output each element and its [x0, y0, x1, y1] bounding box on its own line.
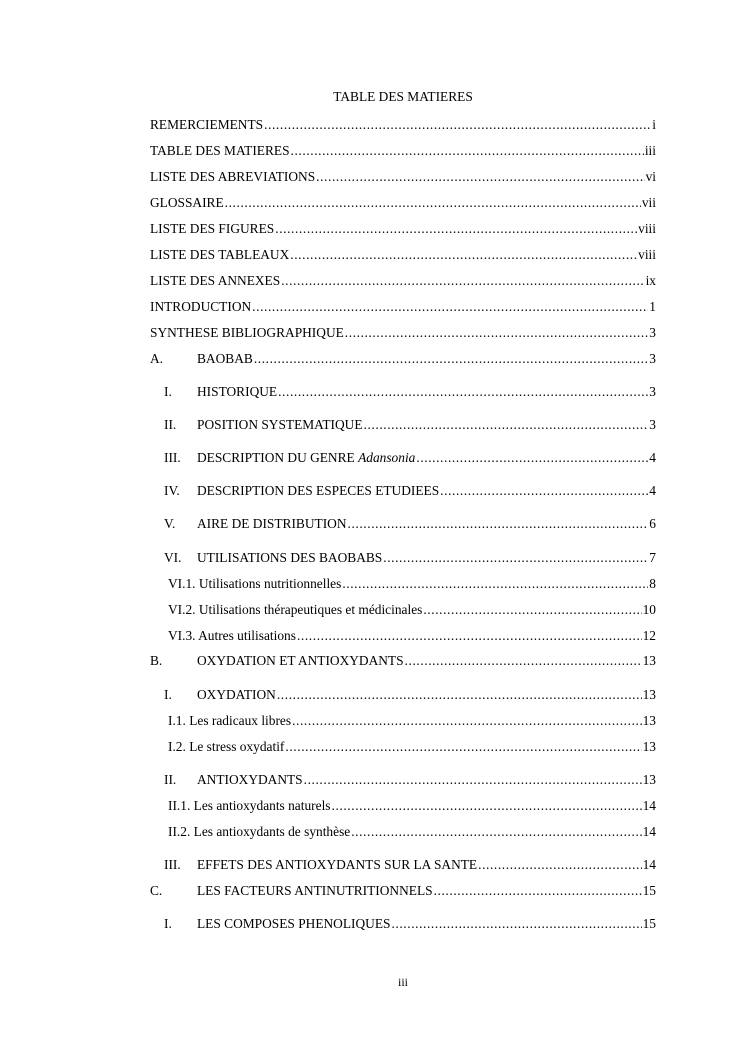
leader-dots	[297, 627, 642, 645]
toc-number: V.	[164, 516, 176, 531]
toc-label: UTILISATIONS DES BAOBABS	[197, 550, 383, 565]
toc-page: 15	[642, 883, 656, 898]
leader-dots	[478, 856, 641, 874]
toc-entry[interactable]	[150, 220, 656, 238]
toc-label: ANTIOXYDANTS	[197, 772, 303, 787]
leader-dots	[383, 549, 648, 567]
toc-entry[interactable]	[150, 116, 656, 134]
toc-label: REMERCIEMENTS	[150, 117, 264, 132]
toc-label: OXYDATION ET ANTIOXYDANTS	[197, 653, 404, 668]
toc-entry[interactable]	[150, 194, 656, 212]
toc-label: VI.3. Autres utilisations	[168, 628, 296, 643]
toc-page: ix	[645, 273, 656, 288]
toc-label: II.2. Les antioxydants de synthèse	[168, 824, 351, 839]
toc-number: II.	[164, 772, 177, 787]
toc-page: 7	[649, 550, 656, 565]
toc-number: III.	[164, 857, 181, 872]
toc-entry[interactable]	[164, 482, 656, 500]
toc-entry[interactable]	[164, 515, 656, 533]
toc-page: 3	[649, 417, 656, 432]
toc-page: 13	[642, 772, 656, 787]
toc-entry[interactable]	[164, 549, 656, 567]
toc-number: I.	[164, 916, 172, 931]
toc-entry[interactable]	[150, 142, 656, 160]
toc-page: 8	[649, 576, 656, 591]
toc-page: iii	[644, 143, 656, 158]
page-title: TABLE DES MATIERES	[333, 89, 473, 104]
toc-number: B.	[150, 653, 163, 668]
toc-number: C.	[150, 883, 163, 898]
toc-number: I.	[164, 384, 172, 399]
leader-dots	[225, 194, 641, 212]
leader-dots	[304, 771, 642, 789]
toc-label: LES COMPOSES PHENOLIQUES	[197, 916, 391, 931]
toc-label: INTRODUCTION	[150, 299, 252, 314]
leader-dots	[252, 298, 648, 316]
toc-entry[interactable]	[168, 601, 656, 619]
toc-label: HISTORIQUE	[197, 384, 278, 399]
toc-page: 12	[642, 628, 656, 643]
toc-page: i	[652, 117, 656, 132]
toc-label: TABLE DES MATIERES	[150, 143, 290, 158]
toc-entry[interactable]	[150, 246, 656, 264]
toc-entry[interactable]	[168, 575, 656, 593]
toc-page: 13	[642, 713, 656, 728]
toc-page: 3	[649, 351, 656, 366]
toc-entry[interactable]	[164, 416, 656, 434]
toc-number: A.	[150, 351, 164, 366]
leader-dots	[316, 168, 644, 186]
leader-dots	[440, 482, 648, 500]
toc-label: II.1. Les antioxydants naturels	[168, 798, 331, 813]
toc-page: 14	[642, 857, 656, 872]
leader-dots	[416, 449, 648, 467]
toc-page: 14	[642, 798, 656, 813]
leader-dots	[290, 246, 637, 264]
leader-dots	[281, 272, 644, 290]
leader-dots	[264, 116, 651, 134]
toc-label: VI.2. Utilisations thérapeutiques et médicinales	[168, 602, 423, 617]
leader-dots	[405, 652, 642, 670]
toc-page: 13	[642, 687, 656, 702]
leader-dots	[292, 712, 642, 730]
toc-entry[interactable]	[164, 449, 656, 467]
toc-page: 10	[642, 602, 656, 617]
toc-entry[interactable]	[150, 168, 656, 186]
toc-page: 14	[642, 824, 656, 839]
toc-entry[interactable]	[168, 712, 656, 730]
toc-number: VI.	[164, 550, 182, 565]
toc-label: DESCRIPTION DES ESPECES ETUDIEES	[197, 483, 440, 498]
toc-entry[interactable]	[164, 383, 656, 401]
toc-label: LISTE DES FIGURES	[150, 221, 275, 236]
toc-page: 13	[642, 739, 656, 754]
toc-page: 3	[649, 325, 656, 340]
leader-dots	[278, 383, 648, 401]
toc-label: LES FACTEURS ANTINUTRITIONNELS	[197, 883, 433, 898]
leader-dots	[332, 797, 642, 815]
toc-page: 4	[649, 483, 656, 498]
toc-label: DESCRIPTION DU GENRE Adansonia	[197, 450, 416, 465]
toc-entry[interactable]	[168, 627, 656, 645]
leader-dots	[345, 324, 649, 342]
toc-label: POSITION SYSTEMATIQUE	[197, 417, 363, 432]
leader-dots	[364, 416, 649, 434]
toc-entry[interactable]	[164, 771, 656, 789]
toc-page: 6	[649, 516, 656, 531]
toc-number: III.	[164, 450, 181, 465]
toc-label: SYNTHESE BIBLIOGRAPHIQUE	[150, 325, 344, 340]
leader-dots	[434, 882, 642, 900]
leader-dots	[285, 738, 641, 756]
leader-dots	[277, 686, 642, 704]
toc-entry[interactable]	[164, 856, 656, 874]
toc-entry[interactable]	[150, 324, 656, 342]
toc-label: LISTE DES TABLEAUX	[150, 247, 290, 262]
toc-entry[interactable]	[168, 738, 656, 756]
toc-page: 15	[642, 916, 656, 931]
toc-entry[interactable]	[150, 350, 656, 368]
toc-page: 3	[649, 384, 656, 399]
toc-page: 1	[649, 299, 656, 314]
toc-number: II.	[164, 417, 177, 432]
toc-entry[interactable]	[164, 686, 656, 704]
toc-label: I.1. Les radicaux libres	[168, 713, 292, 728]
leader-dots	[423, 601, 641, 619]
toc-label: I.2. Le stress oxydatif	[168, 739, 285, 754]
toc-label: AIRE DE DISTRIBUTION	[197, 516, 347, 531]
toc-label: VI.1. Utilisations nutritionnelles	[168, 576, 342, 591]
toc-page: 13	[642, 653, 656, 668]
toc-entry[interactable]	[150, 882, 656, 900]
toc-page: vii	[641, 195, 656, 210]
toc-number: IV.	[164, 483, 180, 498]
leader-dots	[342, 575, 648, 593]
leader-dots	[254, 350, 648, 368]
toc-entry[interactable]	[168, 797, 656, 815]
toc-page: vi	[645, 169, 656, 184]
leader-dots	[348, 515, 649, 533]
toc-entry[interactable]	[164, 915, 656, 933]
toc-number: I.	[164, 687, 172, 702]
toc-entry[interactable]	[168, 823, 656, 841]
leader-dots	[291, 142, 644, 160]
toc-label: BAOBAB	[197, 351, 253, 366]
toc-entry[interactable]	[150, 652, 656, 670]
toc-label: LISTE DES ABREVIATIONS	[150, 169, 316, 184]
toc-entry[interactable]	[150, 298, 656, 316]
leader-dots	[351, 823, 641, 841]
page-number: iii	[397, 975, 408, 989]
toc-label: LISTE DES ANNEXES	[150, 273, 281, 288]
toc-label: OXYDATION	[197, 687, 276, 702]
toc-entry[interactable]	[150, 272, 656, 290]
toc-label: EFFETS DES ANTIOXYDANTS SUR LA SANTE	[197, 857, 478, 872]
toc-page: 4	[649, 450, 656, 465]
toc-label: GLOSSAIRE	[150, 195, 224, 210]
leader-dots	[391, 915, 641, 933]
genus-name: Adansonia	[358, 450, 416, 465]
toc-page: viii	[638, 221, 656, 236]
toc-page: viii	[638, 247, 656, 262]
leader-dots	[275, 220, 637, 238]
